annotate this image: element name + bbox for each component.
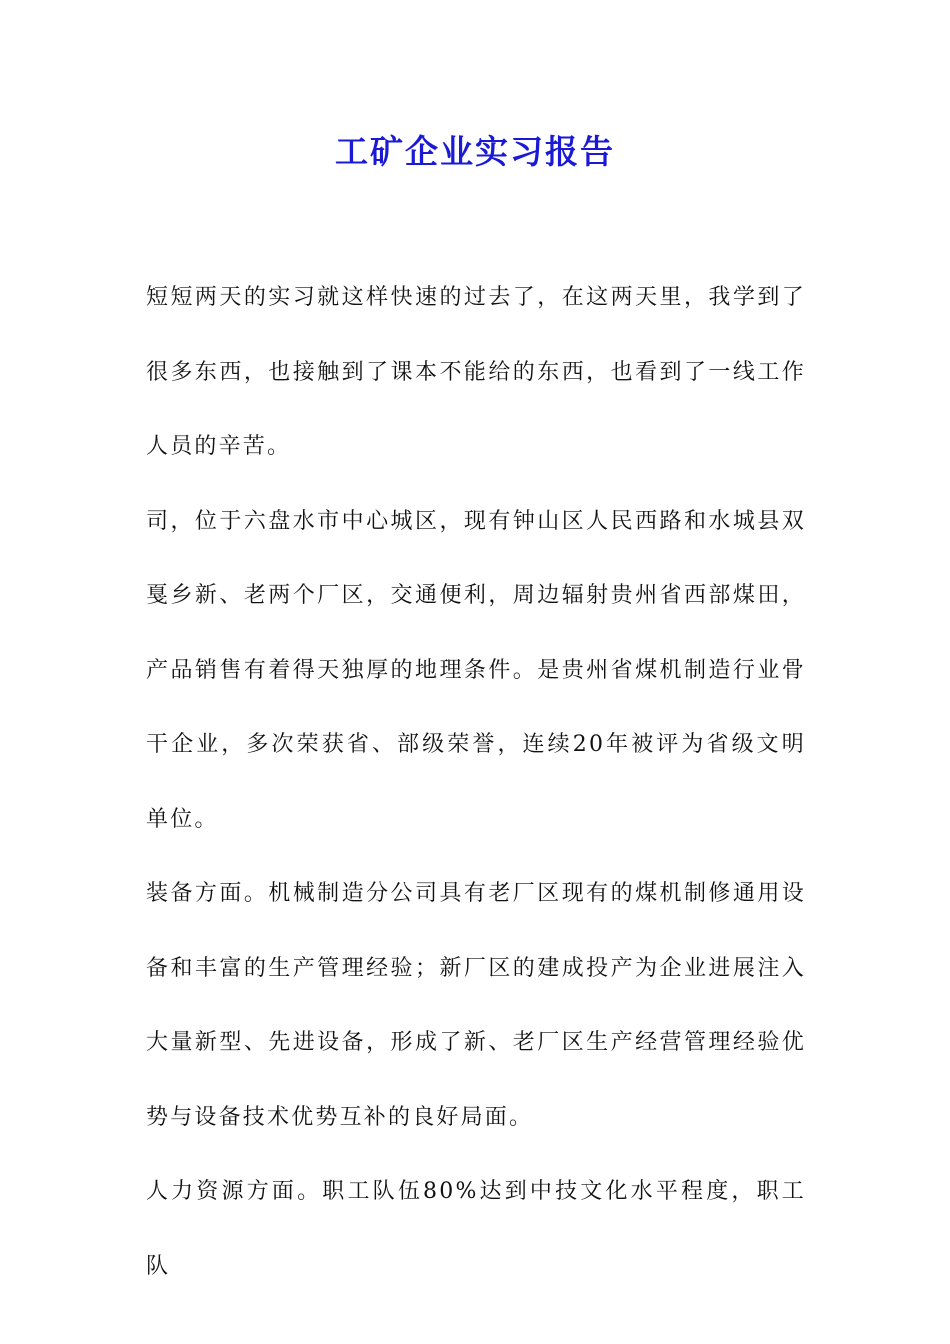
document-body (146, 261, 806, 1304)
paragraph-internship-summary: 短短两天的实习就这样快速的过去了，在这两天里，我学到了很多东西，也接触到了课本不能给的东西，也看到了一线工作人员的辛苦。 (146, 285, 806, 459)
paragraph-equipment: 装备方面。机械制造分公司具有老厂区现有的煤机制修通用设备和丰富的生产管理经验；新厂区的建成投产为企业进展注入大量新型、先进设备，形成了新、老厂区生产经营管理经验优势与设备技术优势互补的良好局面。 (146, 881, 806, 1130)
paragraph-human-resources: 人力资源方面。职工队伍80%达到中技文化水平程度，职工队 (146, 1179, 806, 1279)
document-title: 工矿企业实习报告 (335, 132, 615, 171)
paragraph-company-location: 司，位于六盘水市中心城区，现有钟山区人民西路和水城县双戛乡新、老两个厂区，交通便利，周边辐射贵州省西部煤田，产品销售有着得天独厚的地理条件。是贵州省煤机制造行业骨干企业，多次荣获省、部级荣誉，连续20年被评为省级文明单位。 (146, 508, 806, 832)
